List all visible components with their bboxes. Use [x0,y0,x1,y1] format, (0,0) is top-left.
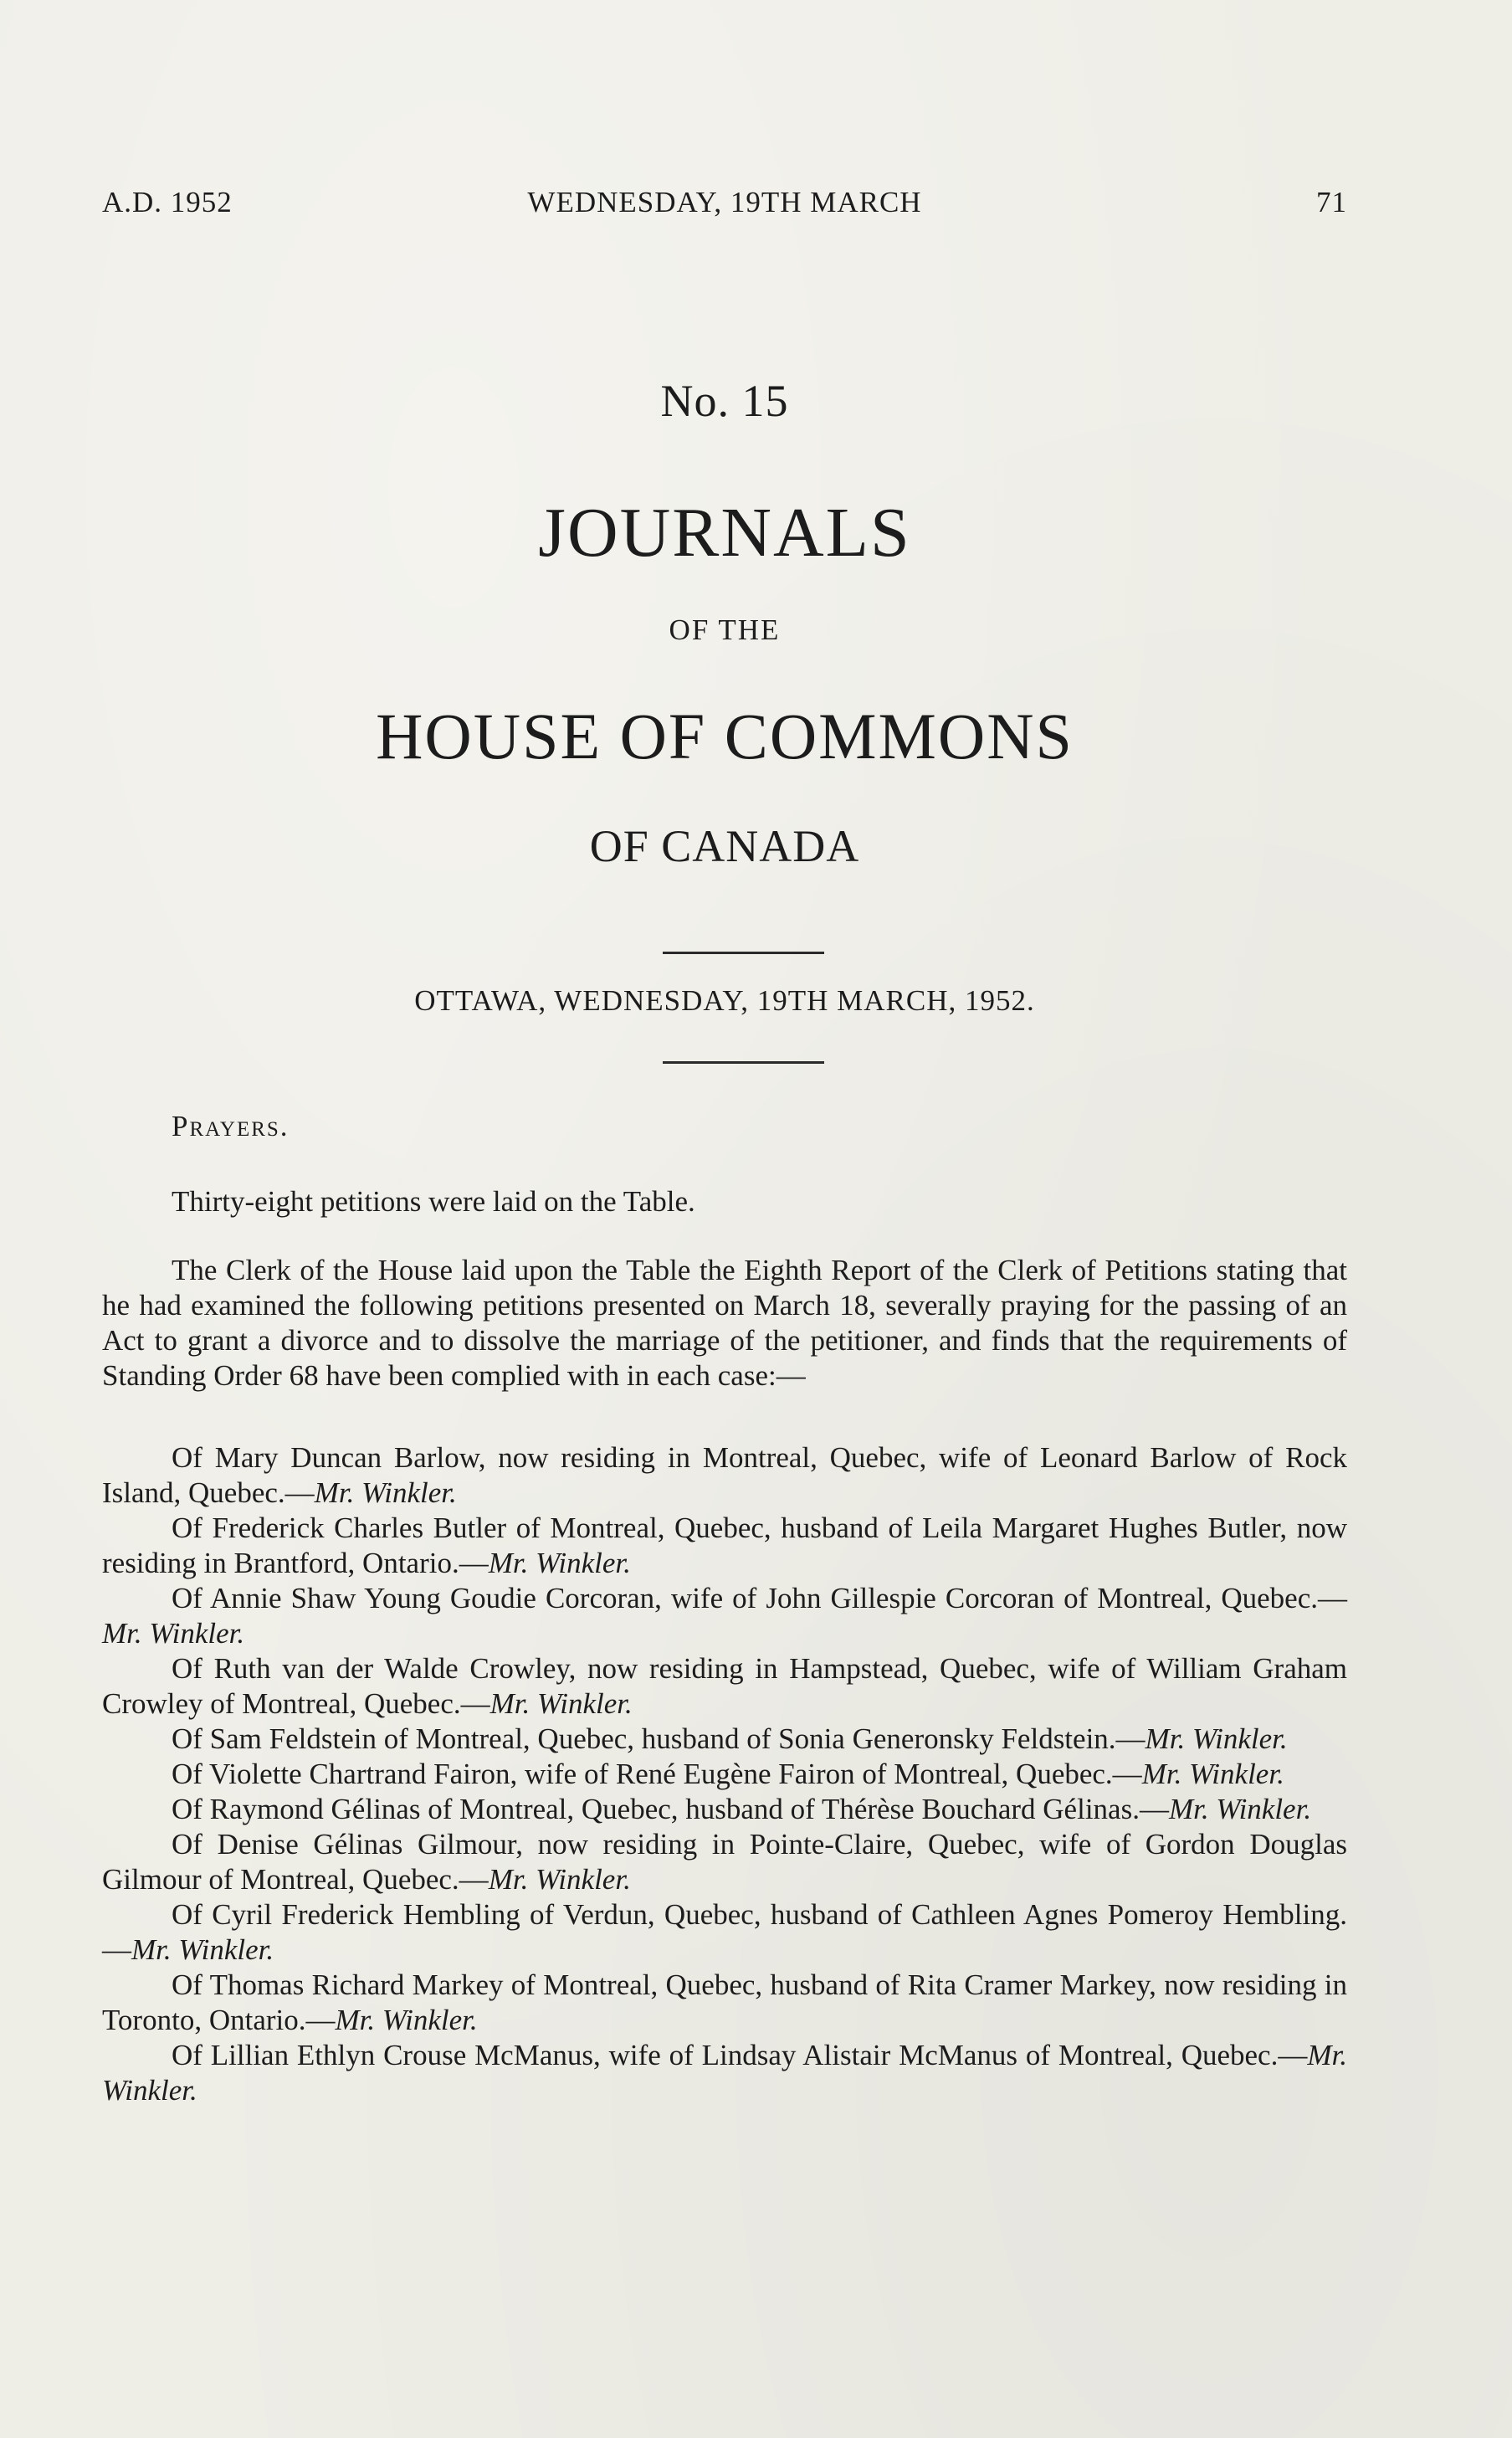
petition-text: Of Cyril Frederick Hembling of Verdun, Quebec, husband of Cathleen Agnes Pomeroy Hembling.— [102,1898,1347,1966]
journal-number: No. 15 [660,376,789,426]
petition-member: Mr. Winkler. [1145,1722,1288,1755]
of-the-heading: OF THE [669,613,781,646]
petition-text: Of Ruth van der Walde Crowley, now residing in Hampstead, Quebec, wife of William Graham Crowley of Montreal, Quebec.— [102,1652,1347,1720]
journals-heading: JOURNALS [538,494,911,572]
divider-rule-bottom [663,1061,824,1064]
petition-member: Mr. Winkler. [131,1933,274,1966]
divider-rule-top [663,952,824,954]
petitions-laid-paragraph: Thirty-eight petitions were laid on the Table. [172,1185,695,1218]
running-head [102,186,1347,223]
petition-item [102,1511,1347,1581]
petition-item [102,1968,1347,2038]
sitting-date-line: OTTAWA, WEDNESDAY, 19TH MARCH, 1952. [414,984,1035,1017]
petition-text: Of Mary Duncan Barlow, now residing in Montreal, Quebec, wife of Leonard Barlow of Rock Island, Quebec.— [102,1441,1347,1509]
clerk-report-paragraph: The Clerk of the House laid upon the Table the Eighth Report of the Clerk of Petitions stating that he had examined the following petitions presented on March 18, severally praying for the passing of an Act to grant a divorce and to dissolve the marriage of the petitioner, and finds that the requirements of Standing Order 68 have been complied with in each case:— [102,1254,1347,1392]
petition-text: Of Denise Gélinas Gilmour, now residing in Pointe-Claire, Quebec, wife of Gordon Douglas Gilmour of Montreal, Quebec.— [102,1828,1347,1896]
petition-member: Mr. Winkler. [488,1547,631,1579]
petition-list [102,1440,1347,2108]
petition-item [102,2038,1347,2108]
petition-member: Mr. Winkler. [335,2004,478,2036]
running-head-date: WEDNESDAY, 19TH MARCH [527,186,922,218]
petition-item [102,1757,1347,1792]
prayers-heading: Prayers. [172,1110,290,1142]
house-of-commons-heading: HOUSE OF COMMONS [376,700,1074,772]
petition-text: Of Sam Feldstein of Montreal, Quebec, husband of Sonia Generonsky Feldstein.— [172,1722,1146,1755]
petition-member: Mr. Winkler. [1141,1758,1284,1790]
running-head-year: A.D. 1952 [102,186,233,218]
petition-item [102,1792,1347,1827]
petition-text: Of Annie Shaw Young Goudie Corcoran, wife of John Gillespie Corcoran of Montreal, Quebec.— [172,1582,1347,1614]
page-number: 71 [1316,186,1347,218]
petition-item [102,1581,1347,1651]
petition-item [102,1440,1347,1511]
petition-item [102,1827,1347,1897]
petition-item [102,1897,1347,1968]
petition-item [102,1651,1347,1722]
petition-member: Mr. Winkler. [102,2039,1347,2107]
petition-member: Mr. Winkler. [1168,1793,1312,1825]
petition-item [102,1722,1347,1757]
petition-member: Mr. Winkler. [314,1476,457,1509]
of-canada-heading: OF CANADA [589,821,860,871]
petition-member: Mr. Winkler. [102,1617,245,1650]
petition-member: Mr. Winkler. [488,1863,631,1896]
petition-text: Of Lillian Ethlyn Crouse McManus, wife of Lindsay Alistair McManus of Montreal, Quebec.— [172,2039,1308,2071]
petition-member: Mr. Winkler. [489,1687,633,1720]
petition-text: Of Frederick Charles Butler of Montreal, Quebec, husband of Leila Margaret Hughes Butler, now residing in Brantford, Ontario.— [102,1512,1347,1579]
petition-text: Of Violette Chartrand Fairon, wife of René Eugène Fairon of Montreal, Quebec.— [172,1758,1142,1790]
petition-text: Of Raymond Gélinas of Montreal, Quebec, husband of Thérèse Bouchard Gélinas.— [172,1793,1169,1825]
petition-text: Of Thomas Richard Markey of Montreal, Quebec, husband of Rita Cramer Markey, now residing in Toronto, Ontario.— [102,1968,1347,2036]
